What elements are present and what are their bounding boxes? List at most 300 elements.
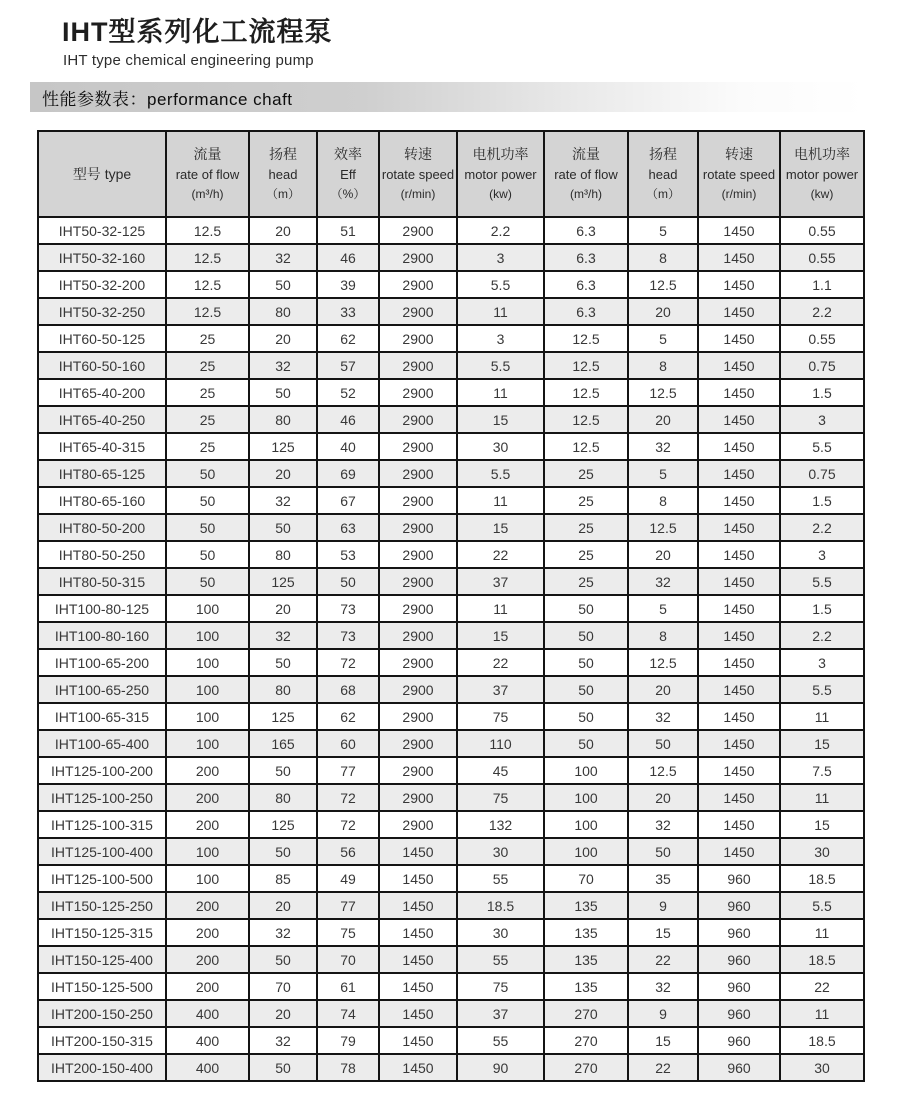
value-cell: 32 xyxy=(249,622,317,649)
value-cell: 25 xyxy=(166,406,249,433)
value-cell: 1450 xyxy=(698,460,780,487)
value-cell: 2900 xyxy=(379,649,457,676)
value-cell: 50 xyxy=(628,838,698,865)
value-cell: 37 xyxy=(457,1000,544,1027)
value-cell: 135 xyxy=(544,919,628,946)
table-row xyxy=(38,271,864,298)
table-row xyxy=(38,622,864,649)
table-row xyxy=(38,298,864,325)
col-header-unit: (r/min) xyxy=(400,187,436,201)
value-cell: 960 xyxy=(698,919,780,946)
model-cell: IHT65-40-250 xyxy=(38,406,166,433)
value-cell: 25 xyxy=(166,325,249,352)
value-cell: 20 xyxy=(249,217,317,244)
value-cell: 12.5 xyxy=(628,514,698,541)
value-cell: 12.5 xyxy=(628,757,698,784)
value-cell: 0.55 xyxy=(780,325,864,352)
value-cell: 22 xyxy=(780,973,864,1000)
table-row xyxy=(38,757,864,784)
model-cell: IHT100-65-250 xyxy=(38,676,166,703)
value-cell: 960 xyxy=(698,1000,780,1027)
model-cell: IHT50-32-250 xyxy=(38,298,166,325)
value-cell: 78 xyxy=(317,1054,379,1081)
value-cell: 25 xyxy=(544,487,628,514)
value-cell: 0.55 xyxy=(780,244,864,271)
value-cell: 1450 xyxy=(698,595,780,622)
model-cell: IHT80-50-315 xyxy=(38,568,166,595)
value-cell: 2900 xyxy=(379,541,457,568)
value-cell: 400 xyxy=(166,1054,249,1081)
value-cell: 32 xyxy=(628,811,698,838)
value-cell: 960 xyxy=(698,946,780,973)
table-row xyxy=(38,1027,864,1054)
value-cell: 32 xyxy=(249,352,317,379)
value-cell: 11 xyxy=(780,784,864,811)
value-cell: 53 xyxy=(317,541,379,568)
value-cell: 12.5 xyxy=(166,217,249,244)
value-cell: 0.75 xyxy=(780,352,864,379)
value-cell: 50 xyxy=(544,595,628,622)
value-cell: 55 xyxy=(457,1027,544,1054)
model-cell: IHT65-40-315 xyxy=(38,433,166,460)
value-cell: 51 xyxy=(317,217,379,244)
value-cell: 2900 xyxy=(379,811,457,838)
value-cell: 15 xyxy=(628,1027,698,1054)
value-cell: 50 xyxy=(166,541,249,568)
value-cell: 8 xyxy=(628,622,698,649)
section-header-band xyxy=(30,82,866,112)
col-header-flow-2 xyxy=(544,131,628,217)
value-cell: 25 xyxy=(544,541,628,568)
value-cell: 8 xyxy=(628,487,698,514)
col-header-cn: 电机功率 xyxy=(794,146,850,162)
value-cell: 32 xyxy=(249,244,317,271)
value-cell: 70 xyxy=(317,946,379,973)
section-header-label: 性能参数表：performance chaft xyxy=(42,89,293,109)
value-cell: 100 xyxy=(544,757,628,784)
value-cell: 1450 xyxy=(698,784,780,811)
performance-table xyxy=(37,130,865,1082)
model-cell: IHT150-125-250 xyxy=(38,892,166,919)
model-cell: IHT150-125-400 xyxy=(38,946,166,973)
value-cell: 960 xyxy=(698,1027,780,1054)
value-cell: 2900 xyxy=(379,217,457,244)
table-row xyxy=(38,1000,864,1027)
value-cell: 2.2 xyxy=(780,298,864,325)
value-cell: 1450 xyxy=(698,514,780,541)
value-cell: 20 xyxy=(249,460,317,487)
value-cell: 50 xyxy=(249,757,317,784)
value-cell: 18.5 xyxy=(780,865,864,892)
value-cell: 35 xyxy=(628,865,698,892)
value-cell: 2900 xyxy=(379,406,457,433)
value-cell: 400 xyxy=(166,1027,249,1054)
value-cell: 2900 xyxy=(379,784,457,811)
value-cell: 6.3 xyxy=(544,271,628,298)
value-cell: 3 xyxy=(780,406,864,433)
value-cell: 125 xyxy=(249,433,317,460)
model-cell: IHT150-125-315 xyxy=(38,919,166,946)
value-cell: 1450 xyxy=(698,379,780,406)
value-cell: 5.5 xyxy=(780,676,864,703)
table-row xyxy=(38,406,864,433)
value-cell: 61 xyxy=(317,973,379,1000)
model-cell: IHT60-50-160 xyxy=(38,352,166,379)
table-row xyxy=(38,325,864,352)
col-header-unit: (m³/h) xyxy=(570,187,602,201)
value-cell: 15 xyxy=(457,622,544,649)
table-row xyxy=(38,460,864,487)
col-header-head-2 xyxy=(628,131,698,217)
value-cell: 50 xyxy=(544,703,628,730)
value-cell: 50 xyxy=(166,568,249,595)
table-row xyxy=(38,379,864,406)
value-cell: 12.5 xyxy=(544,352,628,379)
value-cell: 50 xyxy=(544,730,628,757)
col-header-power-2 xyxy=(780,131,864,217)
value-cell: 100 xyxy=(166,865,249,892)
value-cell: 100 xyxy=(166,622,249,649)
page-subtitle: IHT type chemical engineering pump xyxy=(63,52,314,69)
value-cell: 2900 xyxy=(379,676,457,703)
value-cell: 1450 xyxy=(379,865,457,892)
value-cell: 20 xyxy=(628,406,698,433)
value-cell: 2900 xyxy=(379,298,457,325)
value-cell: 2900 xyxy=(379,730,457,757)
model-cell: IHT200-150-250 xyxy=(38,1000,166,1027)
model-cell: IHT100-65-315 xyxy=(38,703,166,730)
value-cell: 5 xyxy=(628,217,698,244)
model-cell: IHT50-32-125 xyxy=(38,217,166,244)
value-cell: 5 xyxy=(628,460,698,487)
model-cell: IHT100-65-400 xyxy=(38,730,166,757)
value-cell: 3 xyxy=(457,244,544,271)
value-cell: 70 xyxy=(544,865,628,892)
value-cell: 8 xyxy=(628,352,698,379)
value-cell: 270 xyxy=(544,1054,628,1081)
value-cell: 1450 xyxy=(698,217,780,244)
col-header-cn: 转速 xyxy=(404,146,432,162)
value-cell: 5.5 xyxy=(457,352,544,379)
value-cell: 62 xyxy=(317,703,379,730)
value-cell: 2900 xyxy=(379,703,457,730)
value-cell: 1.1 xyxy=(780,271,864,298)
table-row xyxy=(38,244,864,271)
value-cell: 135 xyxy=(544,892,628,919)
value-cell: 2900 xyxy=(379,433,457,460)
value-cell: 67 xyxy=(317,487,379,514)
page-title: IHT型系列化工流程泵 xyxy=(62,17,333,47)
value-cell: 50 xyxy=(544,676,628,703)
value-cell: 1450 xyxy=(698,757,780,784)
value-cell: 50 xyxy=(249,649,317,676)
value-cell: 25 xyxy=(544,514,628,541)
value-cell: 45 xyxy=(457,757,544,784)
value-cell: 20 xyxy=(249,325,317,352)
value-cell: 25 xyxy=(166,352,249,379)
value-cell: 3 xyxy=(457,325,544,352)
value-cell: 132 xyxy=(457,811,544,838)
value-cell: 40 xyxy=(317,433,379,460)
value-cell: 55 xyxy=(457,865,544,892)
value-cell: 1450 xyxy=(698,703,780,730)
col-header-en: rotate speed xyxy=(702,167,776,182)
value-cell: 15 xyxy=(780,730,864,757)
col-header-en: head xyxy=(268,167,298,182)
model-cell: IHT80-65-125 xyxy=(38,460,166,487)
value-cell: 50 xyxy=(249,379,317,406)
value-cell: 50 xyxy=(249,1054,317,1081)
value-cell: 50 xyxy=(166,487,249,514)
model-cell: IHT200-150-400 xyxy=(38,1054,166,1081)
table-header-row xyxy=(38,131,864,217)
table-row xyxy=(38,784,864,811)
value-cell: 69 xyxy=(317,460,379,487)
value-cell: 1450 xyxy=(698,271,780,298)
value-cell: 1.5 xyxy=(780,379,864,406)
value-cell: 2900 xyxy=(379,325,457,352)
col-header-power-1 xyxy=(457,131,544,217)
value-cell: 110 xyxy=(457,730,544,757)
value-cell: 52 xyxy=(317,379,379,406)
value-cell: 9 xyxy=(628,1000,698,1027)
value-cell: 80 xyxy=(249,676,317,703)
col-header-cn: 转速 xyxy=(725,146,753,162)
value-cell: 72 xyxy=(317,784,379,811)
value-cell: 1450 xyxy=(698,838,780,865)
value-cell: 32 xyxy=(628,703,698,730)
col-header-en: rate of flow xyxy=(554,167,618,182)
value-cell: 135 xyxy=(544,973,628,1000)
col-header-type xyxy=(38,131,166,217)
value-cell: 32 xyxy=(249,1027,317,1054)
col-header-cn: 扬程 xyxy=(649,146,677,162)
value-cell: 5.5 xyxy=(780,892,864,919)
value-cell: 11 xyxy=(780,919,864,946)
value-cell: 72 xyxy=(317,649,379,676)
value-cell: 3 xyxy=(780,541,864,568)
model-cell: IHT60-50-125 xyxy=(38,325,166,352)
col-header-en: motor power xyxy=(464,167,537,182)
value-cell: 2900 xyxy=(379,244,457,271)
value-cell: 20 xyxy=(628,541,698,568)
table-row xyxy=(38,892,864,919)
model-cell: IHT125-100-500 xyxy=(38,865,166,892)
value-cell: 77 xyxy=(317,892,379,919)
table-body xyxy=(38,217,864,1081)
value-cell: 50 xyxy=(249,271,317,298)
table-row xyxy=(38,730,864,757)
value-cell: 6.3 xyxy=(544,217,628,244)
value-cell: 1450 xyxy=(698,433,780,460)
value-cell: 39 xyxy=(317,271,379,298)
value-cell: 32 xyxy=(628,433,698,460)
value-cell: 37 xyxy=(457,568,544,595)
value-cell: 15 xyxy=(780,811,864,838)
value-cell: 11 xyxy=(457,379,544,406)
value-cell: 15 xyxy=(457,514,544,541)
value-cell: 1.5 xyxy=(780,595,864,622)
value-cell: 30 xyxy=(780,838,864,865)
col-header-unit: (r/min) xyxy=(721,187,757,201)
value-cell: 0.75 xyxy=(780,460,864,487)
performance-table-container xyxy=(37,130,900,1082)
value-cell: 73 xyxy=(317,622,379,649)
value-cell: 100 xyxy=(166,676,249,703)
value-cell: 12.5 xyxy=(166,298,249,325)
value-cell: 11 xyxy=(457,298,544,325)
value-cell: 270 xyxy=(544,1000,628,1027)
value-cell: 68 xyxy=(317,676,379,703)
value-cell: 11 xyxy=(780,703,864,730)
value-cell: 80 xyxy=(249,298,317,325)
table-row xyxy=(38,811,864,838)
value-cell: 200 xyxy=(166,919,249,946)
value-cell: 46 xyxy=(317,244,379,271)
table-row xyxy=(38,973,864,1000)
col-header-cn: 流量 xyxy=(572,146,600,162)
value-cell: 90 xyxy=(457,1054,544,1081)
value-cell: 15 xyxy=(457,406,544,433)
value-cell: 6.3 xyxy=(544,298,628,325)
value-cell: 960 xyxy=(698,892,780,919)
model-cell: IHT125-100-315 xyxy=(38,811,166,838)
model-cell: IHT100-80-160 xyxy=(38,622,166,649)
value-cell: 200 xyxy=(166,973,249,1000)
value-cell: 1450 xyxy=(379,919,457,946)
col-header-unit: (m³/h) xyxy=(191,187,224,201)
value-cell: 200 xyxy=(166,946,249,973)
value-cell: 12.5 xyxy=(544,379,628,406)
table-row xyxy=(38,541,864,568)
value-cell: 960 xyxy=(698,973,780,1000)
model-cell: IHT50-32-160 xyxy=(38,244,166,271)
value-cell: 1450 xyxy=(379,892,457,919)
col-header-head-1 xyxy=(249,131,317,217)
value-cell: 49 xyxy=(317,865,379,892)
value-cell: 75 xyxy=(457,784,544,811)
value-cell: 22 xyxy=(628,1054,698,1081)
col-header-cn: 效率 xyxy=(334,146,362,162)
value-cell: 100 xyxy=(544,784,628,811)
table-header xyxy=(38,131,864,217)
value-cell: 1450 xyxy=(698,730,780,757)
value-cell: 5.5 xyxy=(457,271,544,298)
value-cell: 18.5 xyxy=(780,1027,864,1054)
value-cell: 1450 xyxy=(698,244,780,271)
table-row xyxy=(38,703,864,730)
col-header-en: rate of flow xyxy=(175,167,240,182)
value-cell: 20 xyxy=(628,784,698,811)
value-cell: 1450 xyxy=(698,487,780,514)
value-cell: 200 xyxy=(166,892,249,919)
col-header-label: 型号 type xyxy=(72,165,132,182)
value-cell: 30 xyxy=(457,838,544,865)
value-cell: 1450 xyxy=(698,406,780,433)
value-cell: 50 xyxy=(249,514,317,541)
value-cell: 75 xyxy=(457,703,544,730)
model-cell: IHT125-100-250 xyxy=(38,784,166,811)
value-cell: 1450 xyxy=(698,298,780,325)
col-header-flow-1 xyxy=(166,131,249,217)
value-cell: 125 xyxy=(249,811,317,838)
value-cell: 270 xyxy=(544,1027,628,1054)
value-cell: 20 xyxy=(249,892,317,919)
value-cell: 11 xyxy=(457,487,544,514)
value-cell: 20 xyxy=(249,595,317,622)
value-cell: 0.55 xyxy=(780,217,864,244)
col-header-unit: （m） xyxy=(646,187,680,201)
col-header-unit: (kw) xyxy=(489,187,512,201)
value-cell: 74 xyxy=(317,1000,379,1027)
value-cell: 125 xyxy=(249,568,317,595)
value-cell: 2.2 xyxy=(780,514,864,541)
table-row xyxy=(38,865,864,892)
value-cell: 2900 xyxy=(379,460,457,487)
value-cell: 2900 xyxy=(379,352,457,379)
value-cell: 50 xyxy=(544,622,628,649)
value-cell: 960 xyxy=(698,1054,780,1081)
value-cell: 5 xyxy=(628,325,698,352)
value-cell: 8 xyxy=(628,244,698,271)
value-cell: 5 xyxy=(628,595,698,622)
value-cell: 9 xyxy=(628,892,698,919)
value-cell: 11 xyxy=(780,1000,864,1027)
table-row xyxy=(38,919,864,946)
col-header-en: Eff xyxy=(340,167,356,182)
value-cell: 100 xyxy=(544,811,628,838)
value-cell: 2900 xyxy=(379,622,457,649)
value-cell: 6.3 xyxy=(544,244,628,271)
value-cell: 1450 xyxy=(698,352,780,379)
value-cell: 165 xyxy=(249,730,317,757)
value-cell: 1450 xyxy=(698,568,780,595)
value-cell: 100 xyxy=(166,838,249,865)
value-cell: 20 xyxy=(628,676,698,703)
value-cell: 15 xyxy=(628,919,698,946)
model-cell: IHT80-50-200 xyxy=(38,514,166,541)
value-cell: 50 xyxy=(317,568,379,595)
value-cell: 50 xyxy=(249,946,317,973)
value-cell: 2900 xyxy=(379,757,457,784)
value-cell: 32 xyxy=(628,568,698,595)
col-header-speed-2 xyxy=(698,131,780,217)
value-cell: 2900 xyxy=(379,379,457,406)
value-cell: 30 xyxy=(457,919,544,946)
value-cell: 12.5 xyxy=(628,649,698,676)
value-cell: 200 xyxy=(166,784,249,811)
col-header-cn: 流量 xyxy=(193,146,222,162)
table-row xyxy=(38,946,864,973)
value-cell: 20 xyxy=(628,298,698,325)
value-cell: 12.5 xyxy=(544,325,628,352)
value-cell: 79 xyxy=(317,1027,379,1054)
value-cell: 2900 xyxy=(379,595,457,622)
value-cell: 25 xyxy=(544,568,628,595)
value-cell: 11 xyxy=(457,595,544,622)
value-cell: 1450 xyxy=(379,838,457,865)
value-cell: 30 xyxy=(780,1054,864,1081)
value-cell: 1450 xyxy=(379,946,457,973)
value-cell: 25 xyxy=(166,433,249,460)
col-header-cn: 电机功率 xyxy=(472,146,529,162)
value-cell: 1450 xyxy=(698,325,780,352)
value-cell: 2900 xyxy=(379,271,457,298)
col-header-eff xyxy=(317,131,379,217)
value-cell: 50 xyxy=(249,838,317,865)
value-cell: 1450 xyxy=(379,973,457,1000)
value-cell: 32 xyxy=(628,973,698,1000)
